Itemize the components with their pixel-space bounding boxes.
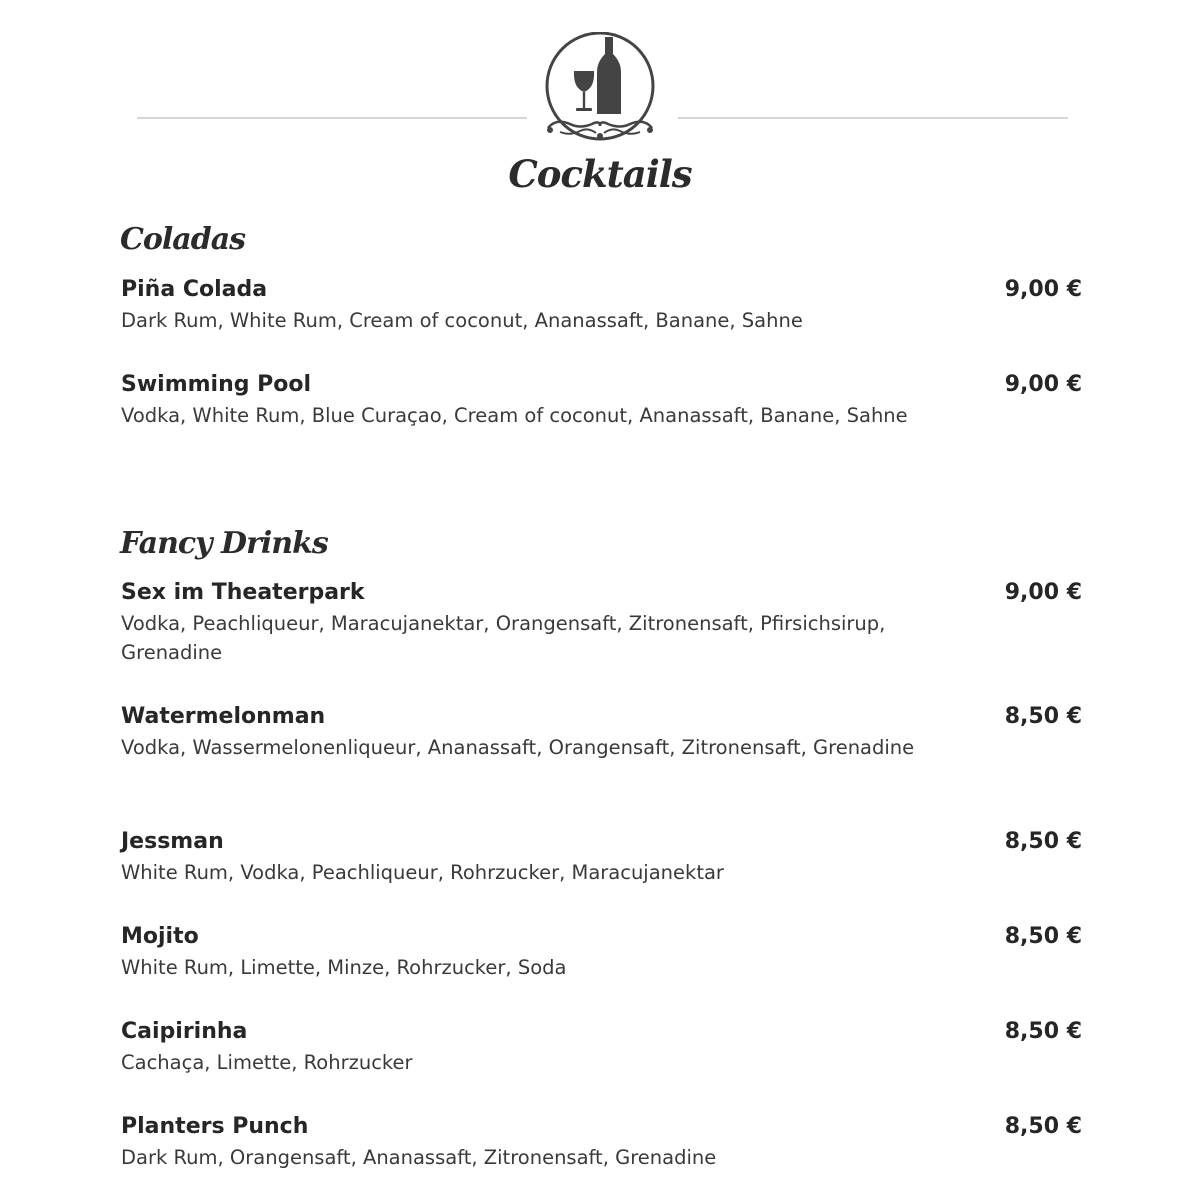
item-name: Swimming Pool	[121, 372, 312, 397]
menu-header	[0, 30, 1200, 205]
item-price: 8,50 €	[1004, 704, 1082, 729]
section-title: Coladas	[120, 222, 246, 257]
item-name: Caipirinha	[121, 1019, 248, 1044]
item-name: Piña Colada	[121, 277, 268, 302]
item-price: 9,00 €	[1004, 277, 1082, 302]
item-name: Sex im Theaterpark	[121, 580, 365, 605]
wine-glass-and-bottle-icon	[540, 32, 660, 144]
item-description: White Rum, Vodka, Peachliqueur, Rohrzucker, Maracujanektar	[121, 861, 724, 884]
header-rule-right	[678, 117, 1068, 119]
item-price: 8,50 €	[1004, 1019, 1082, 1044]
item-name: Jessman	[121, 829, 224, 854]
item-description: Vodka, Wassermelonenliqueur, Ananassaft, Orangensaft, Zitronensaft, Grenadine	[121, 736, 915, 759]
section-coladas	[120, 220, 1082, 460]
item-description: Cachaça, Limette, Rohrzucker	[121, 1051, 413, 1074]
item-description: Vodka, Peachliqueur, Maracujanektar, Orangensaft, Zitronensaft, Pfirsichsirup, Grenadine	[121, 612, 886, 664]
item-price: 9,00 €	[1004, 580, 1082, 605]
page-title: Cocktails	[508, 152, 692, 196]
item-price: 8,50 €	[1004, 924, 1082, 949]
item-name: Mojito	[121, 924, 199, 949]
item-description: Dark Rum, Orangensaft, Ananassaft, Zitronensaft, Grenadine	[121, 1146, 717, 1169]
item-name: Planters Punch	[121, 1114, 309, 1139]
item-description: White Rum, Limette, Minze, Rohrzucker, Soda	[121, 956, 567, 979]
item-price: 9,00 €	[1004, 372, 1082, 397]
item-description: Dark Rum, White Rum, Cream of coconut, Ananassaft, Banane, Sahne	[121, 309, 803, 332]
item-price: 8,50 €	[1004, 1114, 1082, 1139]
item-description: Vodka, White Rum, Blue Curaçao, Cream of coconut, Ananassaft, Banane, Sahne	[121, 404, 908, 427]
section-fancy-drinks	[120, 524, 1082, 1184]
item-name: Watermelonman	[121, 704, 326, 729]
section-title: Fancy Drinks	[120, 526, 328, 561]
header-rule-left	[137, 117, 527, 119]
item-price: 8,50 €	[1004, 829, 1082, 854]
